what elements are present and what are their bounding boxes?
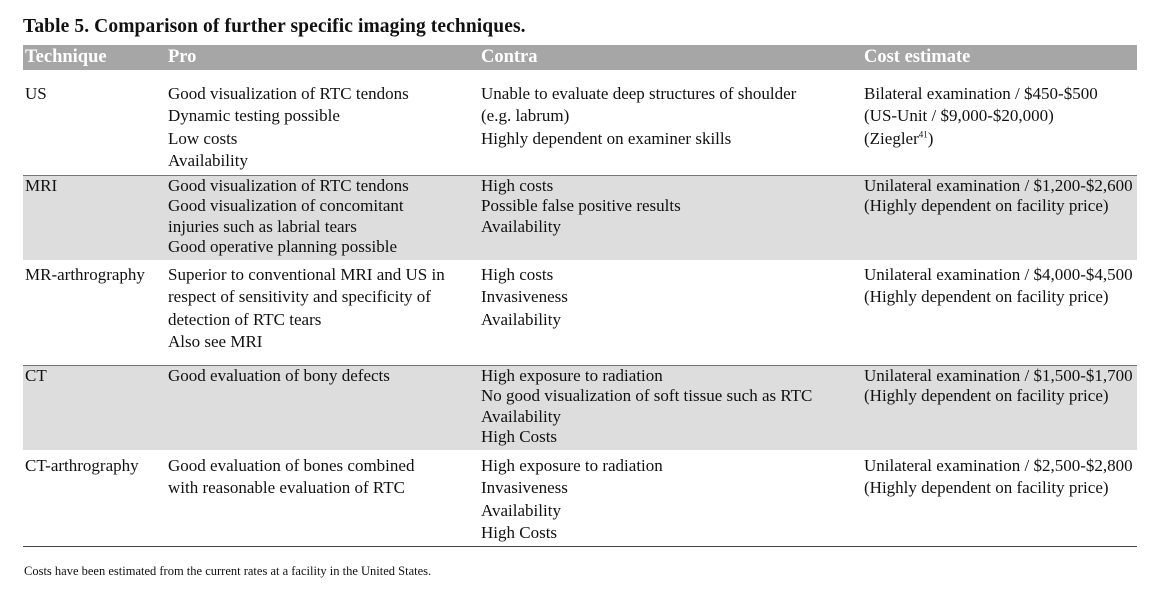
cell-pro xyxy=(168,366,390,386)
contra-line: High costs xyxy=(481,176,554,195)
contra-line: Invasiveness xyxy=(481,478,568,498)
cell-pro xyxy=(168,83,409,172)
pro-line: Superior to conventional MRI and US in xyxy=(168,265,445,284)
pro-line: Availability xyxy=(168,150,248,170)
table-row-mr-arthrography xyxy=(23,260,1137,366)
contra-line: Availability xyxy=(481,216,561,236)
cell-pro xyxy=(168,264,445,353)
cell-technique: CT-arthrography xyxy=(25,456,139,475)
pro-line: respect of sensitivity and specificity of xyxy=(168,287,431,307)
pro-line: Good evaluation of bones combined xyxy=(168,456,415,475)
header-cost: Cost estimate xyxy=(864,47,971,67)
cell-technique: US xyxy=(25,84,47,103)
cost-line: (Highly dependent on facility price) xyxy=(864,196,1109,216)
cell-pro xyxy=(168,455,414,500)
cell-contra xyxy=(481,176,681,237)
table-row-ct xyxy=(23,366,1137,450)
pro-line: Good visualization of concomitant xyxy=(168,196,404,216)
cost-line: Unilateral examination / $4,000-$4,500 xyxy=(864,265,1133,284)
table-row-ct-arthrography xyxy=(23,450,1137,547)
cost-line: (Highly dependent on facility price) xyxy=(864,287,1109,307)
pro-line: Low costs xyxy=(168,128,238,148)
contra-line: No good visualization of soft tissue such as RTC xyxy=(481,386,813,406)
table-caption: Table 5. Comparison of further specific imaging techniques. xyxy=(23,16,526,37)
pro-line: Good evaluation of bony defects xyxy=(168,366,390,385)
cell-cost xyxy=(864,176,1133,217)
contra-line: High costs xyxy=(481,265,554,284)
cell-technique: MRI xyxy=(25,176,58,195)
pro-line: with reasonable evaluation of RTC xyxy=(168,478,405,498)
cell-contra xyxy=(481,366,812,447)
contra-line: Unable to evaluate deep structures of shoulder xyxy=(481,84,797,103)
contra-line: Availability xyxy=(481,309,561,329)
cost-line: (Highly dependent on facility price) xyxy=(864,478,1109,498)
contra-line: High Costs xyxy=(481,426,558,446)
pro-line: Dynamic testing possible xyxy=(168,106,340,126)
cell-technique: MR-arthrography xyxy=(25,265,145,284)
contra-line: (e.g. labrum) xyxy=(481,106,570,126)
contra-line: Availability xyxy=(481,500,561,520)
pro-line: detection of RTC tears xyxy=(168,309,322,329)
cost-line: Unilateral examination / $1,500-$1,700 xyxy=(864,366,1133,385)
cost-line: (Highly dependent on facility price) xyxy=(864,386,1109,406)
cell-cost xyxy=(864,83,1098,150)
pro-line: Good visualization of RTC tendons xyxy=(168,176,409,195)
imaging-comparison-table xyxy=(23,45,1137,547)
table-row-us xyxy=(23,70,1137,176)
header-technique: Technique xyxy=(25,47,107,67)
contra-line: High exposure to radiation xyxy=(481,366,663,385)
pro-line: injuries such as labrial tears xyxy=(168,216,357,236)
header-pro: Pro xyxy=(168,47,197,67)
cell-cost xyxy=(864,366,1133,407)
contra-line: High exposure to radiation xyxy=(481,456,663,475)
cost-line: (US-Unit / $9,000-$20,000) xyxy=(864,106,1054,126)
contra-line: Invasiveness xyxy=(481,287,568,307)
cell-pro xyxy=(168,176,409,257)
cell-contra xyxy=(481,83,796,150)
pro-line: Good visualization of RTC tendons xyxy=(168,84,409,103)
table-header-row xyxy=(23,45,1137,70)
cell-contra xyxy=(481,264,568,331)
contra-line: Availability xyxy=(481,406,561,426)
table-footnote: Costs have been estimated from the current rates at a facility in the United States. xyxy=(24,564,432,578)
contra-line: High Costs xyxy=(481,522,558,542)
contra-line: Possible false positive results xyxy=(481,196,681,216)
cost-line: Unilateral examination / $1,200-$2,600 xyxy=(864,176,1133,195)
table-row-mri xyxy=(23,176,1137,260)
reference-superscript: 41 xyxy=(918,128,928,139)
cost-line: Bilateral examination / $450-$500 xyxy=(864,84,1098,103)
cost-line: Unilateral examination / $2,500-$2,800 xyxy=(864,456,1133,475)
cell-cost xyxy=(864,455,1133,500)
pro-line: Good operative planning possible xyxy=(168,236,397,256)
cell-contra xyxy=(481,455,663,544)
cost-reference: (Ziegler$^{41}$) xyxy=(864,128,934,148)
cell-cost xyxy=(864,264,1133,309)
pro-line: Also see MRI xyxy=(168,331,263,351)
header-contra: Contra xyxy=(481,47,538,67)
contra-line: Highly dependent on examiner skills xyxy=(481,128,732,148)
cell-technique: CT xyxy=(25,366,47,385)
